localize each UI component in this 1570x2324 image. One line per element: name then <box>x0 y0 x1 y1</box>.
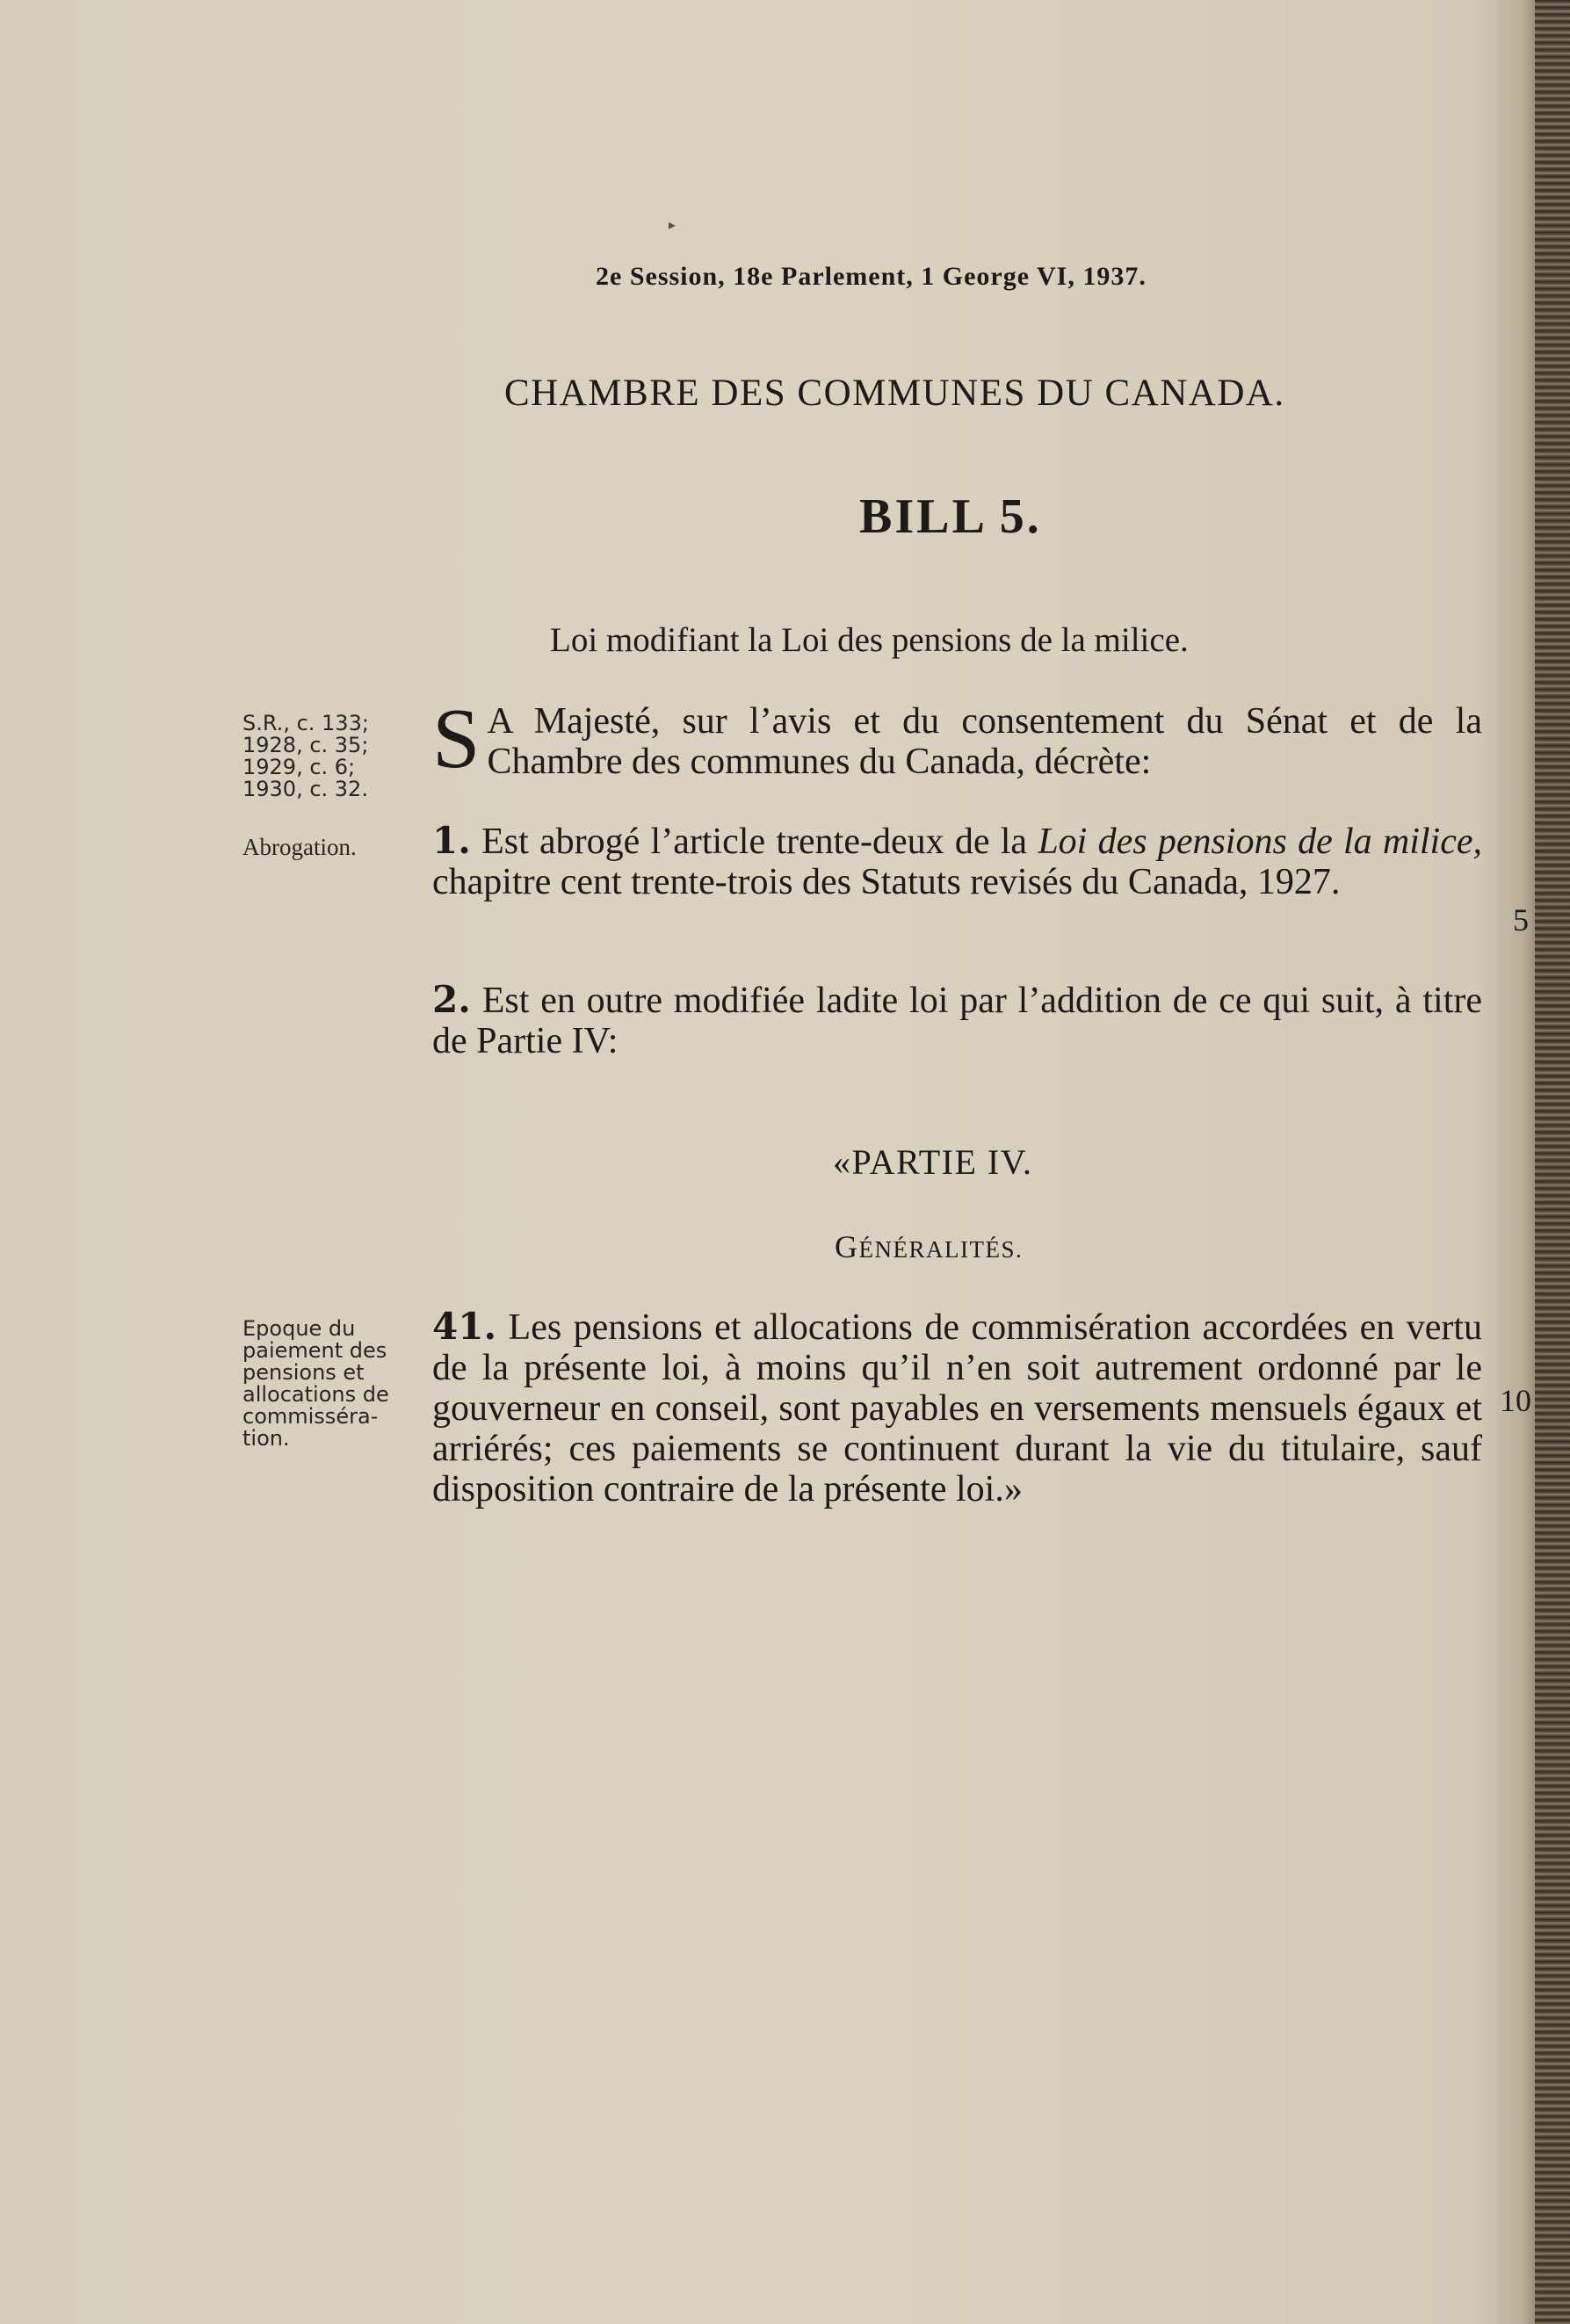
section-text: Est en outre modifiée ladite loi par l’addition de ce qui suit, à titre de Partie IV: <box>432 981 1482 1061</box>
margin-epoque-line: allocations de <box>242 1382 389 1407</box>
margin-epoque-line: commisséra- <box>242 1404 379 1429</box>
line-number-5: 5 <box>1513 902 1529 938</box>
generalites-heading <box>835 1228 1023 1265</box>
book-page-edge <box>1535 0 1570 2324</box>
margin-ref-line: S.R., c. 133; <box>242 711 369 735</box>
generalites-initial: G <box>835 1229 859 1264</box>
section-41 <box>432 1307 1482 1510</box>
margin-epoque-line: paiement des <box>242 1338 387 1363</box>
line-number-10: 10 <box>1500 1383 1531 1418</box>
margin-ref-line: 1928, c. 35; <box>242 733 369 757</box>
bill-title: Loi modifiant la Loi des pensions de la milice. <box>550 621 1189 659</box>
section-text: Les pensions et allocations de commisération accordées en vertu de la présente loi, à moins qu’il n’en soit autrement ordonné par le gouverneur en conseil, sont payables en versements mensuels égaux et arriérés; ces paiements se continuent durant la vie du titulaire, sauf disposition contraire de la présente loi.» <box>432 1307 1482 1510</box>
margin-epoque <box>242 1318 427 1450</box>
chamber-heading: CHAMBRE DES COMMUNES DU CANADA. <box>504 373 1285 414</box>
drop-cap: S <box>432 691 481 786</box>
section-text: Est abrogé l’article trente-deux de la <box>470 822 1038 862</box>
partie-heading: «PARTIE IV. <box>833 1142 1033 1182</box>
session-header: 2e Session, 18e Parlement, 1 George VI, 1937. <box>596 262 1147 291</box>
margin-epoque-line: Epoque du <box>242 1316 356 1341</box>
section-number: 2. <box>432 978 471 1021</box>
margin-ref-line: 1930, c. 32. <box>242 777 368 801</box>
section-text: chapitre cent trente-trois des Statuts revisés du Canada, 1927. <box>432 862 1341 902</box>
margin-references <box>242 713 418 800</box>
section-2 <box>432 980 1482 1061</box>
enactment-text: A Majesté, sur l’avis et du consentement du Sénat et de la Chambre des communes du Canada, décrète: <box>487 701 1482 782</box>
section-number: 41. <box>432 1305 497 1348</box>
section-1 <box>432 821 1482 902</box>
generalites-rest: ÉNÉRALITÉS. <box>858 1236 1024 1263</box>
section-number: 1. <box>432 819 471 862</box>
margin-epoque-line: pensions et <box>242 1360 365 1385</box>
margin-ref-line: 1929, c. 6; <box>242 755 356 779</box>
bill-number: BILL 5. <box>859 489 1042 544</box>
margin-epoque-line: tion. <box>242 1426 290 1451</box>
statute-name: Loi des pensions de la milice, <box>1038 822 1483 862</box>
enactment-clause <box>432 691 1482 786</box>
margin-abrogation: Abrogation. <box>242 834 357 860</box>
print-mark: ▸ <box>669 218 676 233</box>
